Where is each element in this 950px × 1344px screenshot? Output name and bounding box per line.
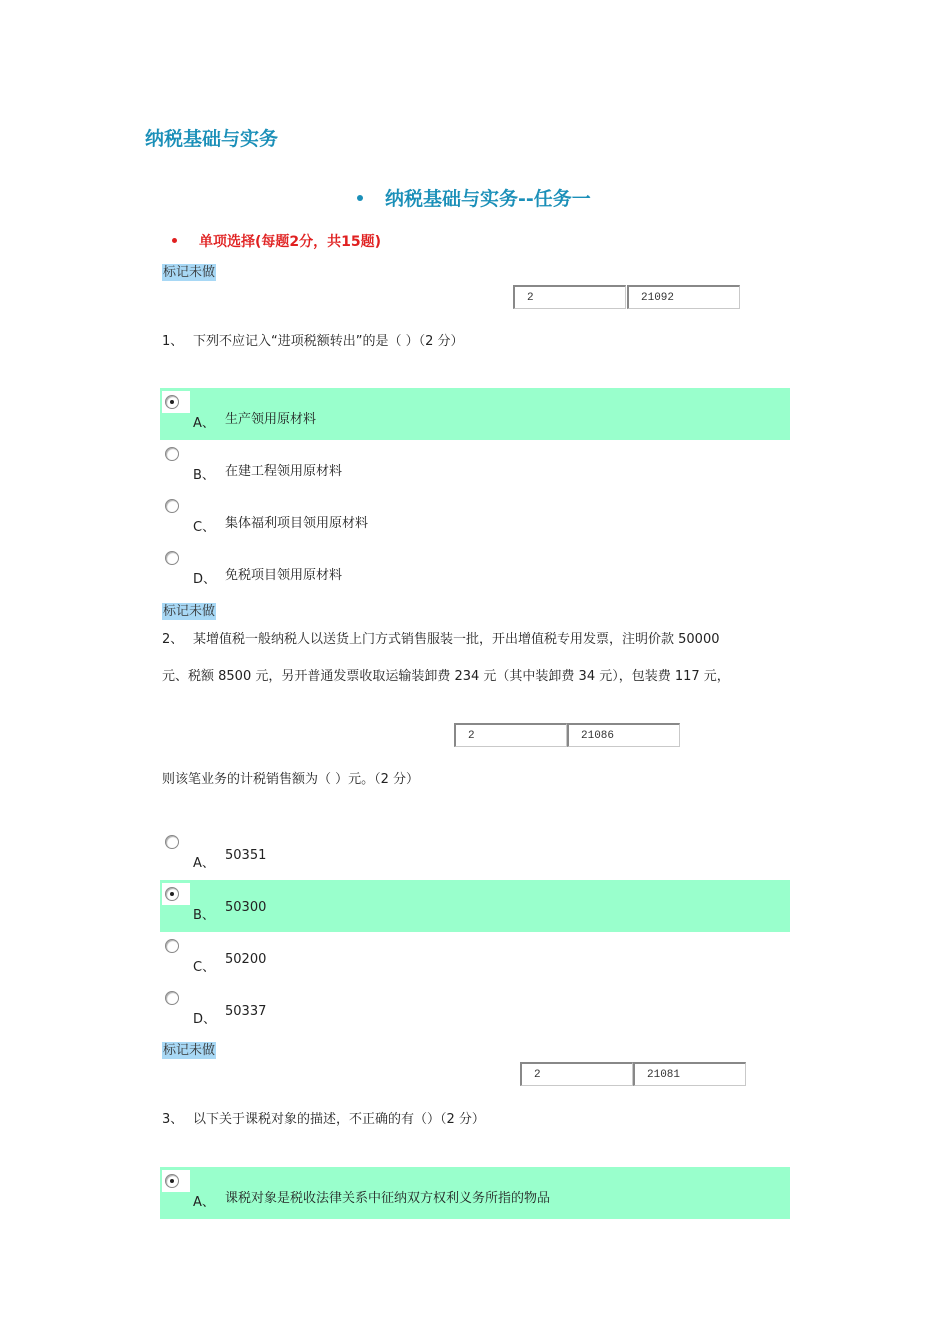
mark-undone-label[interactable]: 标记未做	[163, 1043, 216, 1058]
mark-undone-label[interactable]: 标记未做	[163, 265, 216, 280]
option-letter: A、	[193, 416, 215, 431]
answer-option[interactable]	[160, 932, 790, 984]
subsection-title	[172, 231, 381, 251]
question-score-field: 2	[520, 1062, 633, 1086]
radio-button[interactable]	[162, 443, 190, 465]
question-number: 1、	[162, 334, 184, 349]
radio-button[interactable]	[162, 935, 190, 957]
subsection-title-text: 单项选择(每题2分，共15题)	[199, 234, 382, 250]
radio-button[interactable]	[162, 391, 190, 413]
option-text: 课税对象是税收法律关系中征纳双方权利义务所指的物品	[225, 1191, 551, 1206]
question-id-field: 21092	[627, 285, 740, 309]
option-letter: D、	[193, 572, 217, 587]
option-text: 集体福利项目领用原材料	[225, 516, 369, 531]
option-text: 免税项目领用原材料	[225, 568, 343, 583]
radio-button[interactable]	[162, 987, 190, 1009]
radio-button[interactable]	[162, 495, 190, 517]
option-letter: D、	[193, 1012, 217, 1027]
bullet-icon	[357, 195, 363, 201]
radio-selected-icon	[170, 1179, 174, 1183]
option-text: 50351	[225, 848, 267, 863]
question-text	[162, 1108, 485, 1127]
option-letter: B、	[193, 468, 215, 483]
bullet-icon	[172, 238, 177, 243]
question-number: 3、	[162, 1112, 184, 1127]
radio-selected-icon	[170, 400, 174, 404]
radio-selected-icon	[170, 892, 174, 896]
option-letter: C、	[193, 520, 216, 535]
answer-option[interactable]	[160, 1167, 790, 1219]
radio-button[interactable]	[162, 1170, 190, 1192]
option-text: 50300	[225, 900, 267, 915]
question-text-continued: 则该笔业务的计税销售额为（ ）元。（2 分）	[162, 772, 420, 787]
question-body: 下列不应记入“进项税额转出”的是（ ）（2 分）	[193, 334, 464, 349]
question-number: 2、	[162, 632, 184, 647]
question-id-field: 21081	[633, 1062, 746, 1086]
question-id-field: 21086	[567, 723, 680, 747]
option-text: 50200	[225, 952, 267, 967]
question-text	[162, 628, 720, 647]
mark-undone-label[interactable]: 标记未做	[163, 604, 216, 619]
answer-option[interactable]	[160, 544, 790, 596]
answer-option[interactable]	[160, 984, 790, 1036]
question-body: 某增值税一般纳税人以送货上门方式销售服装一批，开出增值税专用发票，注明价款 50000	[193, 632, 720, 647]
radio-button[interactable]	[162, 831, 190, 853]
option-letter: A、	[193, 856, 215, 871]
answer-option[interactable]	[160, 492, 790, 544]
page-title: 纳税基础与实务	[145, 128, 279, 150]
answer-option[interactable]	[160, 880, 790, 932]
question-score-field: 2	[454, 723, 567, 747]
question-body: 以下关于课税对象的描述，不正确的有（）（2 分）	[193, 1112, 485, 1127]
answer-option[interactable]	[160, 388, 790, 440]
option-letter: A、	[193, 1195, 215, 1210]
section-title	[357, 184, 591, 211]
question-text	[162, 330, 464, 349]
option-letter: B、	[193, 908, 215, 923]
option-letter: C、	[193, 960, 216, 975]
radio-button[interactable]	[162, 547, 190, 569]
section-title-text: 纳税基础与实务--任务一	[385, 188, 591, 210]
option-text: 在建工程领用原材料	[225, 464, 343, 479]
answer-option[interactable]	[160, 440, 790, 492]
question-score-field: 2	[513, 285, 626, 309]
question-text-continued: 元、税额 8500 元，另开普通发票收取运输装卸费 234 元（其中装卸费 34 元），包装费 117 元，	[162, 669, 730, 684]
answer-option[interactable]	[160, 828, 790, 880]
radio-button[interactable]	[162, 883, 190, 905]
option-text: 50337	[225, 1004, 267, 1019]
option-text: 生产领用原材料	[225, 412, 317, 427]
